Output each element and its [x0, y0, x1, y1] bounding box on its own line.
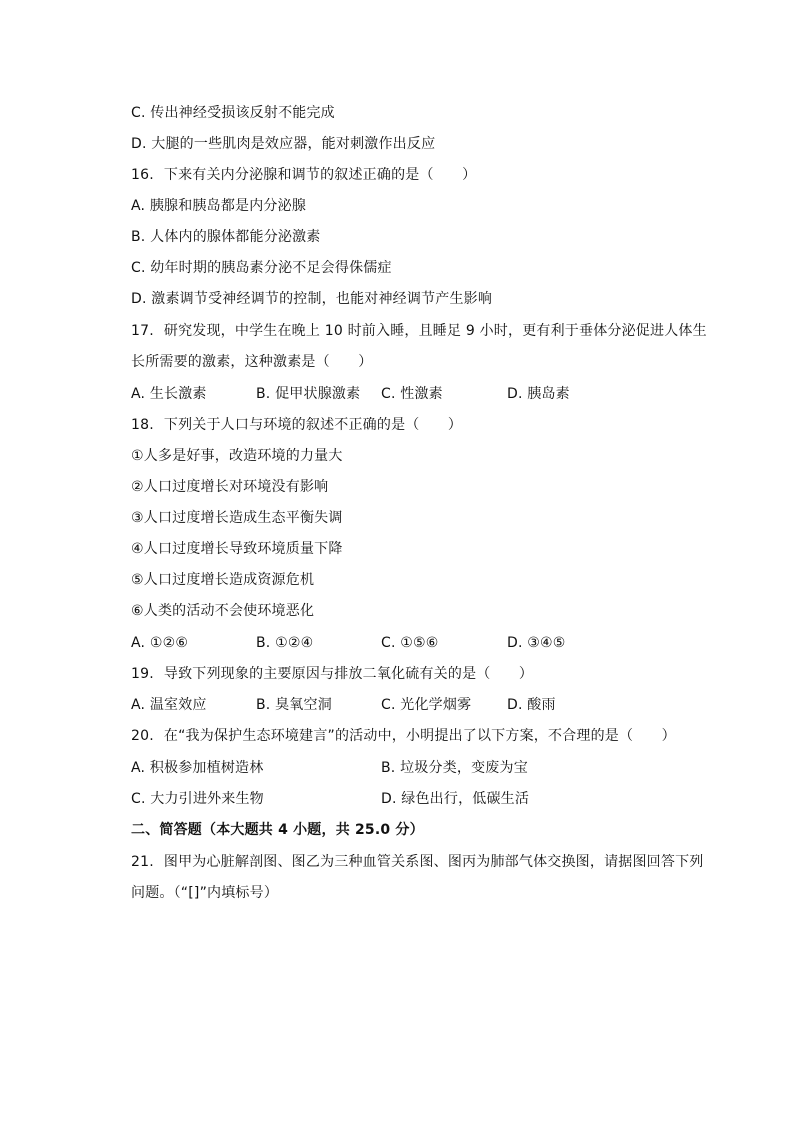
q19-options [131, 696, 691, 714]
q18-item: ④人口过度增长导致环境质量下降 [131, 541, 343, 557]
q20-option-c: C. 大力引进外来生物 [131, 791, 264, 807]
q21-stem [131, 853, 703, 871]
q17-option-a: A. 生长激素 [131, 386, 207, 402]
q18-item: ②人口过度增长对环境没有影响 [131, 479, 329, 495]
q17-stem [131, 322, 707, 340]
q17-option-b: B. 促甲状腺激素 [256, 386, 361, 402]
q21-stem-line2: 问题。（“[]”内填标号） [131, 885, 279, 901]
q17-stem-line2: 长所需要的激素，这种激素是（ ） [131, 354, 373, 370]
q18-option-c: C. ①⑤⑥ [381, 635, 439, 651]
q19-option-b: B. 臭氧空洞 [256, 697, 332, 713]
q16-option-c: C. 幼年时期的胰岛素分泌不足会得侏儒症 [131, 260, 392, 276]
q18-option-a: A. ①②⑥ [131, 635, 189, 651]
q18-item: ⑥人类的活动不会使环境恶化 [131, 603, 315, 619]
q20-number: 20. [131, 728, 154, 744]
q20-option-a: A. 积极参加植树造林 [131, 760, 264, 776]
q18-options [131, 634, 691, 652]
q16-stem-text: 下来有关内分泌腺和调节的叙述正确的是（ ） [163, 167, 477, 183]
q18-option-b: B. ①②④ [256, 635, 314, 651]
q18-item: ⑤人口过度增长造成资源危机 [131, 572, 315, 588]
q18-option-d: D. ③④⑤ [507, 635, 566, 651]
q20-options-row2 [131, 790, 691, 808]
q16-stem [131, 166, 476, 184]
q15-option-c: C. 传出神经受损该反射不能完成 [131, 105, 335, 121]
q17-option-c: C. 性激素 [381, 386, 443, 402]
q21-stem-text-1: 图甲为心脏解剖图、图乙为三种血管关系图、图丙为肺部气体交换图，请据图回答下列 [163, 854, 704, 870]
q16-option-a: A. 胰腺和胰岛都是内分泌腺 [131, 198, 307, 214]
q20-option-d: D. 绿色出行，低碳生活 [381, 791, 530, 807]
q19-option-a: A. 温室效应 [131, 697, 207, 713]
q16-number: 16. [131, 167, 154, 183]
q21-number: 21. [131, 854, 154, 870]
q17-option-d: D. 胰岛素 [507, 386, 570, 402]
q18-number: 18. [131, 417, 154, 433]
q16-option-b: B. 人体内的腺体都能分泌激素 [131, 229, 321, 245]
q20-options-row1 [131, 759, 691, 777]
q17-number: 17. [131, 323, 154, 339]
q19-stem [131, 665, 533, 683]
q18-item: ①人多是好事，改造环境的力量大 [131, 448, 343, 464]
q20-option-b: B. 垃圾分类，变废为宝 [381, 760, 528, 776]
section-heading: 二、简答题（本大题共 4 小题，共 25.0 分） [131, 822, 424, 838]
q20-stem [131, 727, 676, 745]
q15-option-d: D. 大腿的一些肌肉是效应器，能对刺激作出反应 [131, 136, 436, 152]
q18-stem-text: 下列关于人口与环境的叙述不正确的是（ ） [163, 417, 463, 433]
q20-stem-text: 在“我为保护生态环境建言”的活动中，小明提出了以下方案，不合理的是（ ） [163, 728, 676, 744]
q19-number: 19. [131, 666, 154, 682]
q19-option-d: D. 酸雨 [507, 697, 556, 713]
q16-option-d: D. 激素调节受神经调节的控制，也能对神经调节产生影响 [131, 291, 493, 307]
q18-item: ③人口过度增长造成生态平衡失调 [131, 510, 343, 526]
q18-stem [131, 416, 462, 434]
q19-stem-text: 导致下列现象的主要原因与排放二氧化硫有关的是（ ） [163, 666, 534, 682]
q17-options [131, 385, 691, 403]
q17-stem-text-1: 研究发现，中学生在晚上 10 时前入睡，且睡足 9 小时，更有利于垂体分泌促进人体生 [163, 323, 707, 339]
q19-option-c: C. 光化学烟雾 [381, 697, 472, 713]
